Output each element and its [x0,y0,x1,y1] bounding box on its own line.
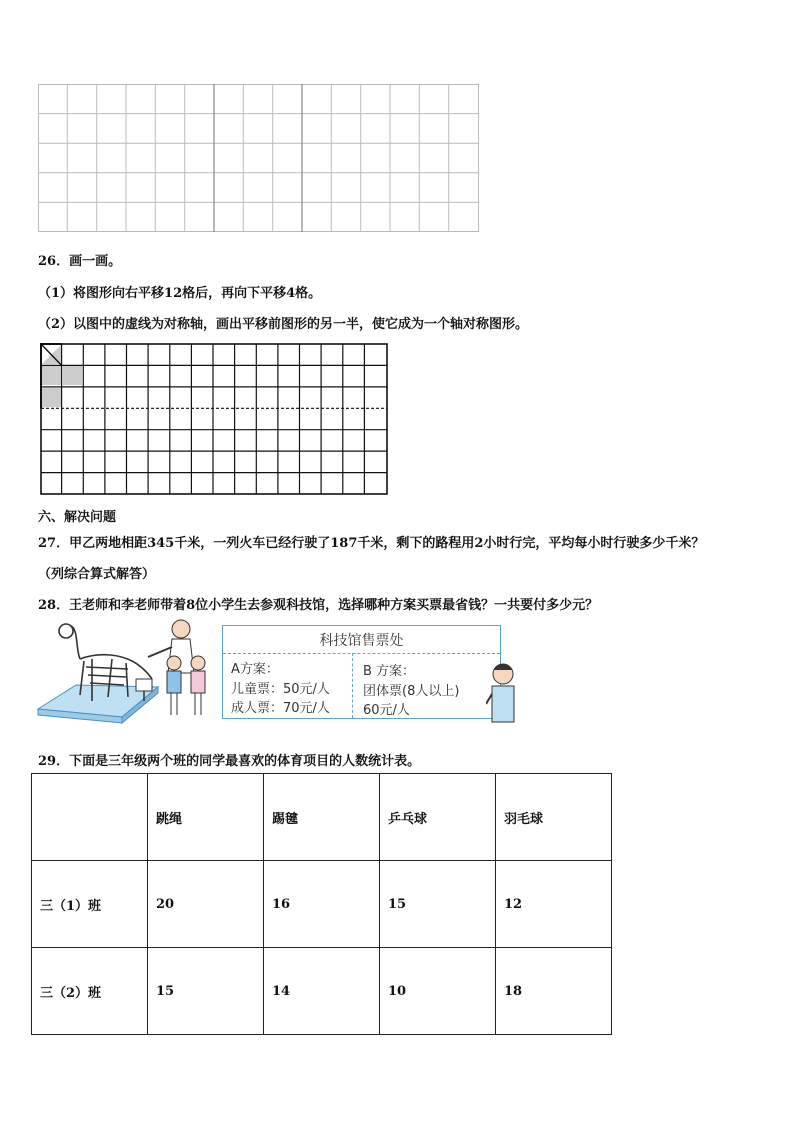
table-header-cell: 乒乓球 [380,774,496,861]
table-cell: 14 [264,948,380,1035]
table-header-row [32,774,612,861]
ticket-board [222,625,501,719]
answer-grid-top [38,84,480,234]
q27-text: 27．甲乙两地相距345千米，一列火车已经行驶了187千米，剩下的路程用2小时行完，平均每小时行驶多少千米？ [38,536,705,551]
table-cell: 三（2）班 [32,948,148,1035]
table-header-cell: 羽毛球 [496,774,612,861]
q26-part2: （2）以图中的虚线为对称轴，画出平移前图形的另一半，使它成为一个轴对称图形。 [38,317,529,332]
board-column-divider [352,653,353,718]
q26-title: 26．画一画。 [38,254,122,269]
board-title: 科技馆售票处 [319,633,404,649]
table-row [32,861,612,948]
table-cell: 三（1）班 [32,861,148,948]
q28-text: 28．王老师和李老师带着8位小学生去参观科技馆，选择哪种方案买票最省钱？一共要付多少元？ [38,598,599,613]
table-cell: 18 [496,948,612,1035]
ticket-seller-illustration [486,660,516,724]
museum-illustration [36,617,220,727]
plan-b-title: B 方案： [363,664,416,679]
plan-a-adult: 成人票：70元/人 [231,701,330,716]
table-cell: 12 [496,861,612,948]
table-header-cell [32,774,148,861]
q29-text: 29．下面是三年级两个班的同学最喜欢的体育项目的人数统计表。 [38,754,421,769]
table-cell: 15 [380,861,496,948]
board-divider [223,653,500,654]
plan-a-title: A方案： [231,662,279,677]
plan-b-price: 60元/人 [363,703,410,718]
table-header-cell: 踢毽 [264,774,380,861]
table-cell: 10 [380,948,496,1035]
table-row [32,948,612,1035]
table-cell: 15 [148,948,264,1035]
sports-stats-table [31,773,612,1035]
section-title: 六、解决问题 [38,510,117,525]
table-header-cell: 跳绳 [148,774,264,861]
q27-hint: （列综合算式解答） [38,567,156,582]
q26-part1: （1）将图形向右平移12格后，再向下平移4格。 [38,286,322,301]
plan-b-group: 团体票(8人以上) [363,684,460,699]
table-cell: 20 [148,861,264,948]
drawing-grid[interactable] [40,343,390,496]
table-cell: 16 [264,861,380,948]
plan-a-child: 儿童票：50元/人 [231,682,330,697]
